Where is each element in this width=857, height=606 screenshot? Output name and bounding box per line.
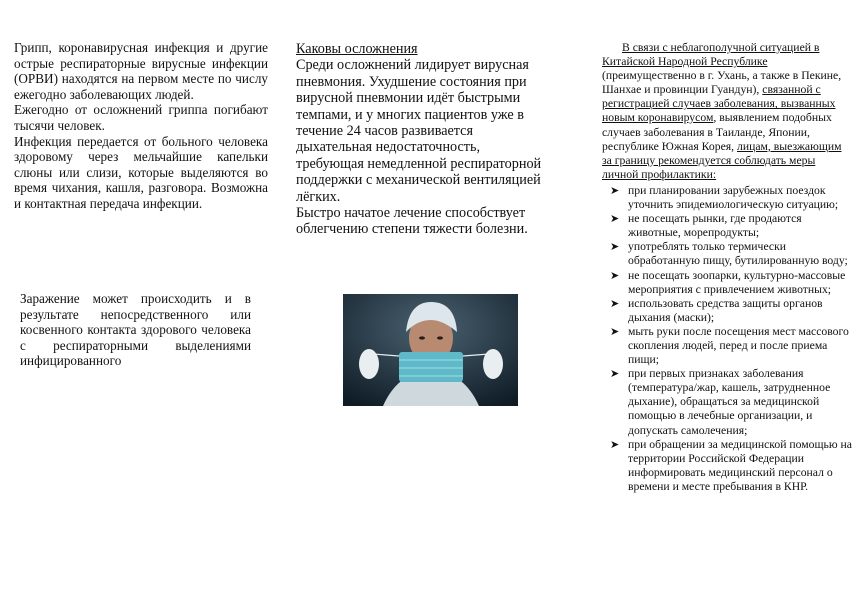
intro-travellers: лицам, выезжающим за границу рекомендуется соблюдать меры личной профилактики: [602,139,842,181]
list-item: ➤ не посещать рынки, где продаются животные, морепродукты; [610,212,802,240]
intro-countries: , выявлением подобных случаев заболевания в Таиланде, Японии, республике Южная Корея, [602,111,832,153]
paragraph-pneumonia: Среди осложнений лидирует вирусная пневмония. Ухудшение состояния при вирусной пневмонии идёт быстрыми темпами, и у многих пациентов уже в течение 24 часов развивается дыхательная недостаточность, требующая немедленной респираторной поддержки с механической вентиляцией лёгких. [296,57,542,205]
arrowhead-bullet-icon: ➤ [610,184,620,197]
arrowhead-bullet-icon: ➤ [610,368,620,381]
arrowhead-bullet-icon: ➤ [610,269,620,282]
intro-regions: (преимущественно в г. Ухань, а также в Пекине, Шанхае и провинции Гуандун), [602,69,842,97]
paragraph-flu-intro: Грипп, коронавирусная инфекция и другие острые респираторные вирусные инфекции (ОРВИ) находятся на первом месте по числу ежегодно заболевающих людей. [14,40,268,102]
arrowhead-bullet-icon: ➤ [610,213,620,226]
list-item: ➤ использовать средства защиты органов дыхания (маски); [610,296,823,324]
arrowhead-bullet-icon: ➤ [610,438,620,451]
paragraph-treatment: Быстро начатое лечение способствует облегчению степени тяжести болезни. [296,205,528,238]
list-item: ➤ употреблять только термически обработанную пищу, бутилированную воду; [610,240,848,268]
left-column-text [14,40,268,212]
list-item: ➤ при обращении за медицинской помощью на территории Российской Федерации информировать медицинский персонал о времени и месте пребывания в КНР. [610,437,852,493]
list-item: ➤ при планировании зарубежных поездок уточнить эпидемиологическую ситуацию; [610,183,839,212]
list-item: ➤ не посещать зоопарки, культурно-массовые мероприятия с привлечением животных; [610,268,846,296]
photo-woman-holding-mask [343,294,518,406]
arrowhead-bullet-icon: ➤ [610,325,620,338]
paragraph-infection-contact: Заражение может происходить и в результате непосредственного или косвенного контакта здорового человека с респираторными выделениями инфицированного [20,291,251,369]
middle-column-text [296,41,542,238]
complications-heading: Каковы осложнения [296,41,418,57]
paragraph-transmission: Инфекция передается от больного человека здоровому через мельчайшие капельки слюны или слизи, которые выделяются во время чихания, кашля, разговора. Возможна и контактная передача инфекции. [14,133,268,211]
paragraph-deaths: Ежегодно от осложнений гриппа погибают тысячи человек. [14,102,268,133]
recommendations-intro [602,41,852,182]
right-column-text [602,41,852,494]
prevention-list [602,184,852,494]
arrowhead-bullet-icon: ➤ [610,241,620,254]
arrowhead-bullet-icon: ➤ [610,297,620,310]
list-item: ➤ мыть руки после посещения мест массового скопления людей, перед и после приема пищи; [610,324,849,367]
list-item: ➤ при первых признаках заболевания (температура/жар, кашель, затрудненное дыхание), обращаться за медицинской помощью в лечебные организации, и допускать самолечения; [610,367,831,437]
intro-coronavirus: связанной с регистрацией случаев заболевания, вызванных новым коронавирусом [602,83,836,125]
intro-china: В связи с неблагополучной ситуацией в Китайской Народной Республике [602,41,820,69]
mask-photo-illustration [343,294,518,406]
